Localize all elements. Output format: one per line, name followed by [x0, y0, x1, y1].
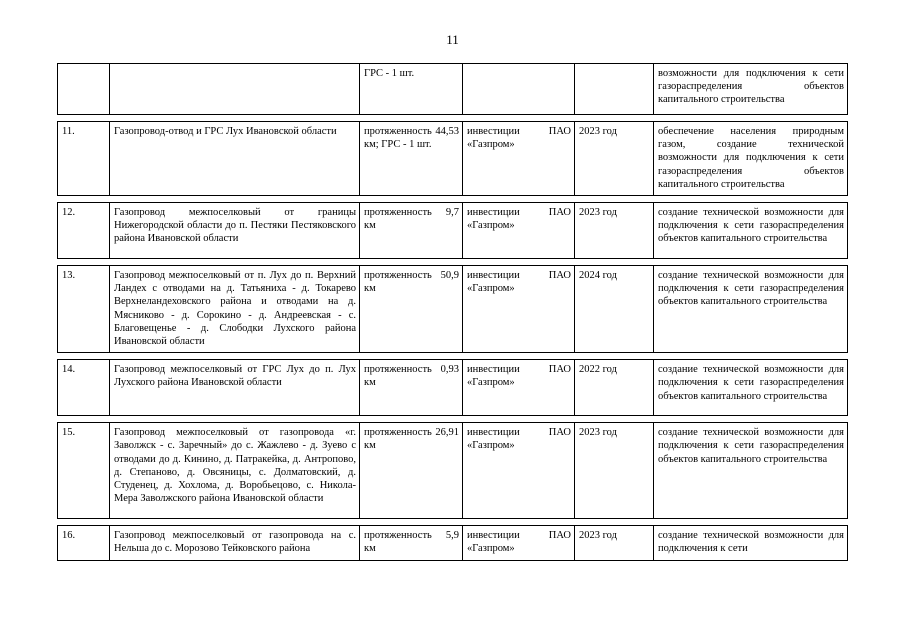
capacity-cell: ГРС - 1 шт. — [360, 64, 463, 115]
purpose-cell: создание технической возможности для подключения к сети газораспределения объектов капитального строительства — [654, 360, 848, 416]
table-row — [58, 423, 848, 519]
table-row — [58, 203, 848, 259]
gas-pipeline-table — [57, 63, 848, 561]
table-row — [58, 266, 848, 353]
object-name: Газопровод межпоселковый от газопровода «г. Заволжск - с. Заречный» до с. Жажлево - д. Зуево с отводами до д. Кинино, д. Патракейка, д. Антропово, д. Степаново, д. Овсяницы, с. Долматовский, д. Студенец, д. Хохлома, д. Воробьецово, с. Никола-Мера Заволжского района Ивановской области — [110, 423, 360, 519]
row-number: 15. — [58, 423, 110, 519]
year-cell: 2023 год — [575, 203, 654, 259]
year-cell: 2024 год — [575, 266, 654, 353]
capacity-cell: протяженность 0,93 км — [360, 360, 463, 416]
object-name: Газопровод межпоселковый от п. Лух до п. Верхний Ландех с отводами на д. Татьяниха - д. Токарево Верхнеландеховского района и отводами на д. Мясниково - д. Сорокино - д. Андреевская - с. Благовещенье - д. Слободки Лухского района Ивановской области — [110, 266, 360, 353]
row-number: 16. — [58, 526, 110, 560]
capacity-cell: протяженность 44,53 км; ГРС - 1 шт. — [360, 122, 463, 196]
table-row — [58, 526, 848, 560]
funding-source: инвестиции ПАО «Газпром» — [463, 360, 575, 416]
funding-source: инвестиции ПАО «Газпром» — [463, 266, 575, 353]
table-row — [58, 122, 848, 196]
object-name: Газопровод межпоселковый от ГРС Лух до п. Лух Лухского района Ивановской области — [110, 360, 360, 416]
purpose-cell: создание технической возможности для подключения к сети газораспределения объектов капитального строительства — [654, 423, 848, 519]
row-number: 14. — [58, 360, 110, 416]
purpose-cell: создание технической возможности для подключения к сети газораспределения объектов капитального строительства — [654, 266, 848, 353]
purpose-cell: создание технической возможности для подключения к сети — [654, 526, 848, 560]
year-cell — [575, 64, 654, 115]
year-cell: 2023 год — [575, 122, 654, 196]
funding-source: инвестиции ПАО «Газпром» — [463, 526, 575, 560]
funding-source — [463, 64, 575, 115]
purpose-cell: обеспечение населения природным газом, создание технической возможности для подключения к сети газораспределения объектов капитального строительства — [654, 122, 848, 196]
purpose-cell: создание технической возможности для подключения к сети газораспределения объектов капитального строительства — [654, 203, 848, 259]
object-name — [110, 64, 360, 115]
row-number — [58, 64, 110, 115]
funding-source: инвестиции ПАО «Газпром» — [463, 122, 575, 196]
capacity-cell: протяженность 50,9 км — [360, 266, 463, 353]
row-number: 11. — [58, 122, 110, 196]
year-cell: 2022 год — [575, 360, 654, 416]
row-number: 12. — [58, 203, 110, 259]
object-name: Газопровод межпоселковый от границы Нижегородской области до п. Пестяки Пестяковского района Ивановской области — [110, 203, 360, 259]
table-row — [58, 64, 848, 115]
funding-source: инвестиции ПАО «Газпром» — [463, 423, 575, 519]
capacity-cell: протяженность 26,91 км — [360, 423, 463, 519]
object-name: Газопровод-отвод и ГРС Лух Ивановской области — [110, 122, 360, 196]
object-name: Газопровод межпоселковый от газопровода на с. Нельша до с. Морозово Тейковского района — [110, 526, 360, 560]
year-cell: 2023 год — [575, 526, 654, 560]
capacity-cell: протяженность 9,7 км — [360, 203, 463, 259]
row-number: 13. — [58, 266, 110, 353]
purpose-cell: возможности для подключения к сети газораспределения объектов капитального строительства — [654, 64, 848, 115]
funding-source: инвестиции ПАО «Газпром» — [463, 203, 575, 259]
year-cell: 2023 год — [575, 423, 654, 519]
capacity-cell: протяженность 5,9 км — [360, 526, 463, 560]
page-number: 11 — [446, 32, 459, 47]
table-row — [58, 360, 848, 416]
